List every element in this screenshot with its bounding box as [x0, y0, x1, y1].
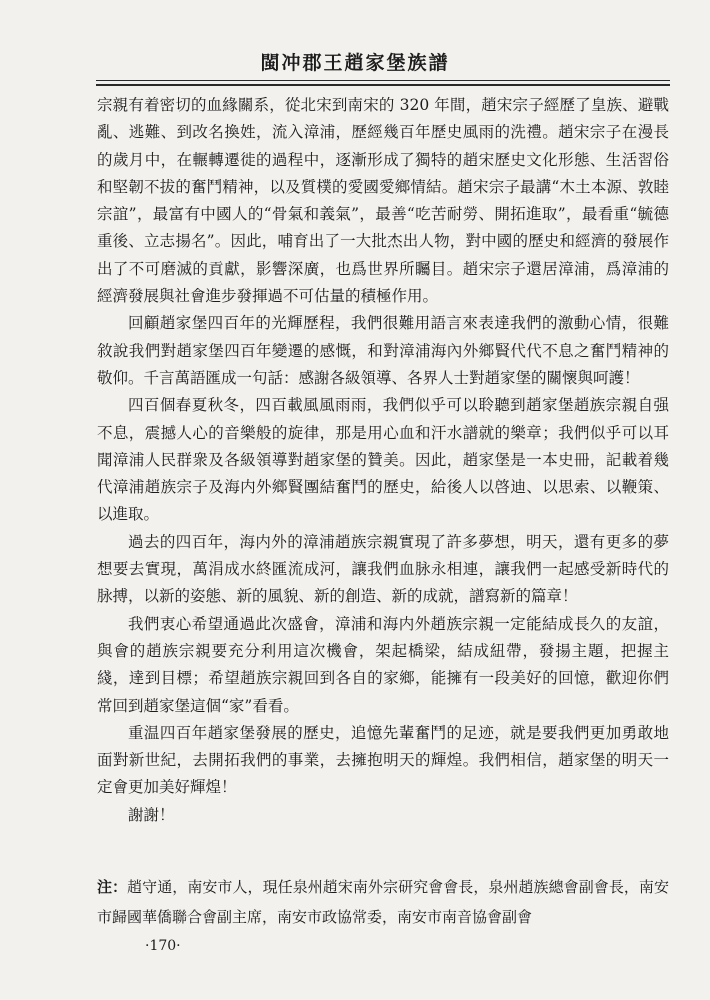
paragraph-3: 四百個春夏秋冬，四百載風風雨雨，我們似乎可以聆聽到趙家堡趙族宗親自强不息，震撼人心的音樂般的旋律，那是用心血和汗水譜就的樂章；我們似乎可以耳聞漳浦人民群衆及各級領導對趙家堡的贊美。因此，趙家堡是一本史冊，記載着幾代漳浦趙族宗子及海内外鄉賢團結奮鬥的歷史，給後人以啓迪、以思索、以鞭策、以進取。	[97, 396, 669, 524]
paragraph-1: 宗親有着密切的血緣關系，從北宋到南宋的 320 年間，趙宋宗子經歷了皇族、避戰亂、逃難、到改名換姓，流入漳浦，歷經幾百年歷史風雨的洗禮。趙宋宗子在漫長的歲月中，在輾轉遷徙的過程中，逐漸形成了獨特的趙宋歷史文化形態、生活習俗和堅韌不拔的奮鬥精神，以及質樸的愛國愛鄉情結。趙宋宗子最講“木土本源、敦睦宗誼”，最富有中國人的“骨氣和義氣”，最善“吃苦耐勞、開拓進取”，最看重“毓德重後、立志揚名”。因此，哺育出了一大批杰出人物，對中國的歷史和經濟的發展作出了不可磨滅的貢獻，影響深廣，也爲世界所矚目。趙宋宗子還居漳浦，爲漳浦的經濟發展與社會進步發揮過不可估量的積極作用。	[97, 96, 669, 306]
page-number: ·170·	[145, 938, 181, 954]
paragraph-4: 過去的四百年，海内外的漳浦趙族宗親實現了許多夢想，明天，還有更多的夢想要去實現，萬涓成水終匯流成河，讓我們血脉永相連，讓我們一起感受新時代的脉搏，以新的姿態、新的風貌、新的創造、新的成就，譜寫新的篇章！	[97, 532, 669, 606]
footnote-label: 注：	[97, 878, 128, 896]
footnote-text: 趙守通，南安市人，現任泉州趙宋南外宗研究會會長，泉州趙族總會副會長，南安市歸國華僑聯合會副主席，南安市政協常委，南安市南音協會副會	[97, 878, 669, 926]
paragraph-5: 我們衷心希望通過此次盛會，漳浦和海内外趙族宗親一定能結成長久的友誼，與會的趙族宗親要充分利用這次機會，架起橋梁，結成紐帶，發揚主題，把握主綫，達到目標；希望趙族宗親回到各自的家鄉，能擁有一段美好的回憶，歡迎你們常回到趙家堡這個“家”看看。	[97, 614, 669, 715]
paragraph-2: 回顧趙家堡四百年的光輝歷程，我們很難用語言來表達我們的激動心情，很難敘說我們對趙家堡四百年變遷的感慨，和對漳浦海內外鄉賢代代不息之奮鬥精神的敬仰。千言萬語匯成一句話：感謝各級領導、各界人士對趙家堡的關懷與呵護！	[97, 314, 669, 387]
paragraph-6: 重温四百年趙家堡發展的歷史，追憶先輩奮鬥的足迹，就是要我們更加勇敢地面對新世紀，去開拓我們的事業，去擁抱明天的輝煌。我們相信，趙家堡的明天一定會更加美好輝煌！	[97, 723, 669, 797]
header-rule-thick	[96, 84, 670, 86]
page-header-title: 閩冲郡王趙家堡族譜	[260, 52, 450, 74]
header-rule-thin	[96, 80, 670, 81]
main-text	[97, 92, 669, 829]
paragraph-closing-thanks: 謝謝！	[128, 805, 175, 824]
footnote	[97, 872, 669, 932]
